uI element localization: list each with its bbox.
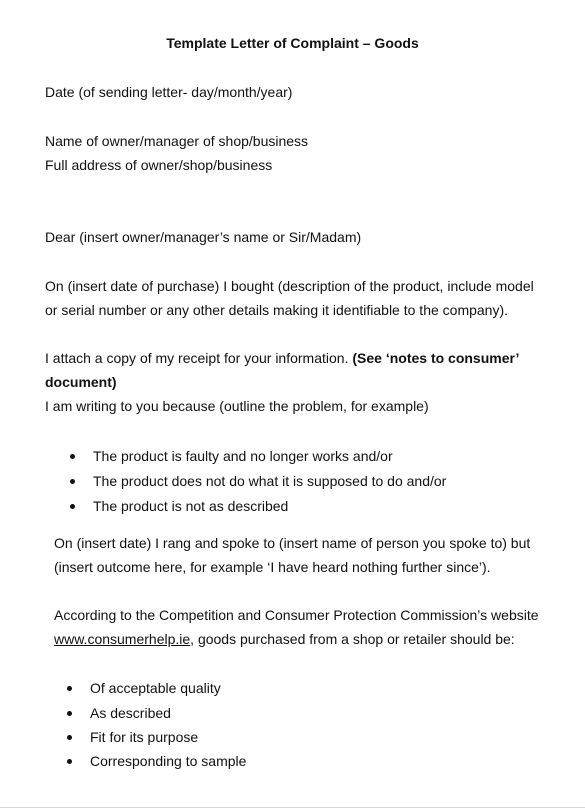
bullet-icon: [67, 759, 72, 764]
purchase-line-1: On (insert date of purchase) I bought (description of the product, include model: [45, 278, 534, 294]
attach-line: [45, 346, 519, 370]
list-item-text: The product does not do what it is supposed to do and/or: [93, 473, 447, 489]
bullet-icon: [70, 479, 75, 484]
consumerhelp-link[interactable]: www.consumerhelp.ie: [54, 631, 191, 647]
salutation-line: Dear (insert owner/manager’s name or Sir/Madam): [45, 229, 362, 245]
ccpc-line-2-text: , goods purchased from a shop or retailer should be:: [190, 631, 515, 647]
attach-bold-text: (See ‘notes to consumer’: [352, 350, 520, 366]
bullet-icon: [70, 454, 75, 459]
owner-address-line: Full address of owner/shop/business: [45, 157, 273, 173]
list-item-text: As described: [90, 705, 171, 721]
ccpc-line-2: [54, 627, 515, 651]
writing-line: I am writing to you because (outline the problem, for example): [45, 398, 429, 414]
list-item-text: Corresponding to sample: [90, 753, 247, 769]
rang-line-1: On (insert date) I rang and spoke to (insert name of person you spoke to) but: [54, 535, 531, 551]
purchase-line-2: or serial number or any other details making it identifiable to the company).: [45, 302, 509, 318]
bullet-icon: [70, 504, 75, 509]
bullet-icon: [67, 686, 72, 691]
attach-bold-line-2: document): [45, 374, 117, 390]
owner-name-line: Name of owner/manager of shop/business: [45, 133, 309, 149]
list-item-text: Fit for its purpose: [90, 729, 199, 745]
ccpc-line-1: According to the Competition and Consumer Protection Commission’s website: [54, 607, 539, 623]
list-item-text: Of acceptable quality: [90, 680, 221, 696]
rang-line-2: (insert outcome here, for example ‘I have heard nothing further since’).: [54, 559, 491, 575]
list-item-text: The product is faulty and no longer works and/or: [93, 448, 393, 464]
bullet-icon: [67, 735, 72, 740]
list-item-text: The product is not as described: [93, 498, 289, 514]
page-title: Template Letter of Complaint – Goods: [166, 35, 419, 51]
bullet-icon: [67, 711, 72, 716]
attach-text: I attach a copy of my receipt for your information.: [45, 350, 353, 366]
date-line: Date (of sending letter- day/month/year): [45, 84, 293, 100]
